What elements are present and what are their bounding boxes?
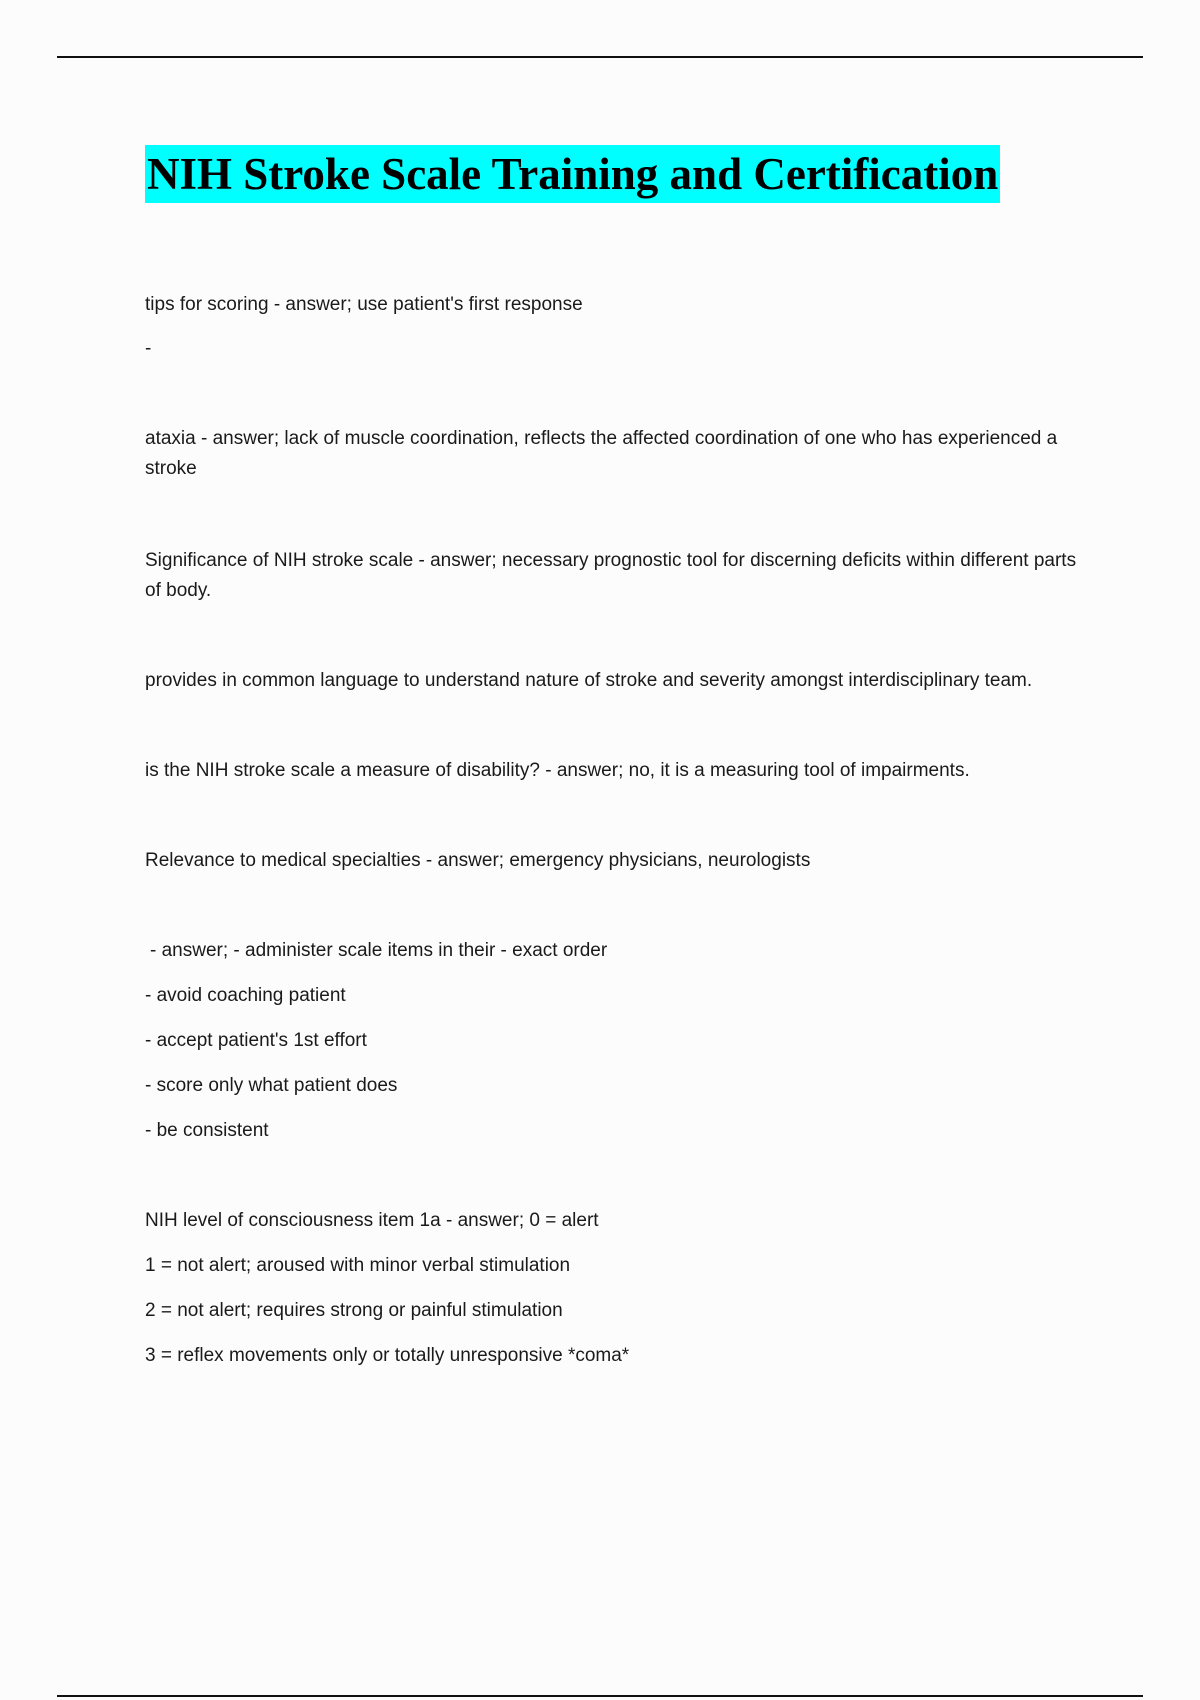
entry-ataxia: ataxia - answer; lack of muscle coordination, reflects the affected coordination of one who has experienced a stroke	[145, 428, 1058, 479]
list-item: - answer; - administer scale items in their - exact order	[150, 940, 608, 961]
list-item: - score only what patient does	[145, 1075, 398, 1096]
entry-common-language: provides in common language to understand nature of stroke and severity amongst interdisciplinary team.	[145, 670, 1033, 691]
entry-significance: Significance of NIH stroke scale - answer; necessary prognostic tool for discerning deficits within different parts of body.	[145, 550, 1077, 601]
entry-measure-of-disability: is the NIH stroke scale a measure of disability? - answer; no, it is a measuring tool of impairments.	[145, 760, 970, 781]
entry-dash: -	[145, 338, 152, 359]
list-item: - avoid coaching patient	[145, 985, 346, 1006]
list-item: - accept patient's 1st effort	[145, 1030, 367, 1051]
entry-tips-for-scoring: tips for scoring - answer; use patient's first response	[145, 294, 583, 315]
entry-administer-list	[145, 936, 1095, 1146]
entry-consciousness-1a	[145, 1206, 1095, 1371]
bottom-divider	[57, 1695, 1143, 1697]
page-title: NIH Stroke Scale Training and Certification	[145, 145, 1000, 203]
title-block	[145, 145, 1000, 203]
document-body	[145, 290, 1095, 1371]
list-item: NIH level of consciousness item 1a - answer; 0 = alert	[145, 1210, 599, 1231]
list-item: 2 = not alert; requires strong or painful stimulation	[145, 1300, 563, 1321]
list-item: - be consistent	[145, 1120, 269, 1141]
list-item: 3 = reflex movements only or totally unresponsive *coma*	[145, 1345, 630, 1366]
entry-relevance: Relevance to medical specialties - answer; emergency physicians, neurologists	[145, 850, 811, 871]
list-item: 1 = not alert; aroused with minor verbal stimulation	[145, 1255, 571, 1276]
top-divider	[57, 56, 1143, 58]
